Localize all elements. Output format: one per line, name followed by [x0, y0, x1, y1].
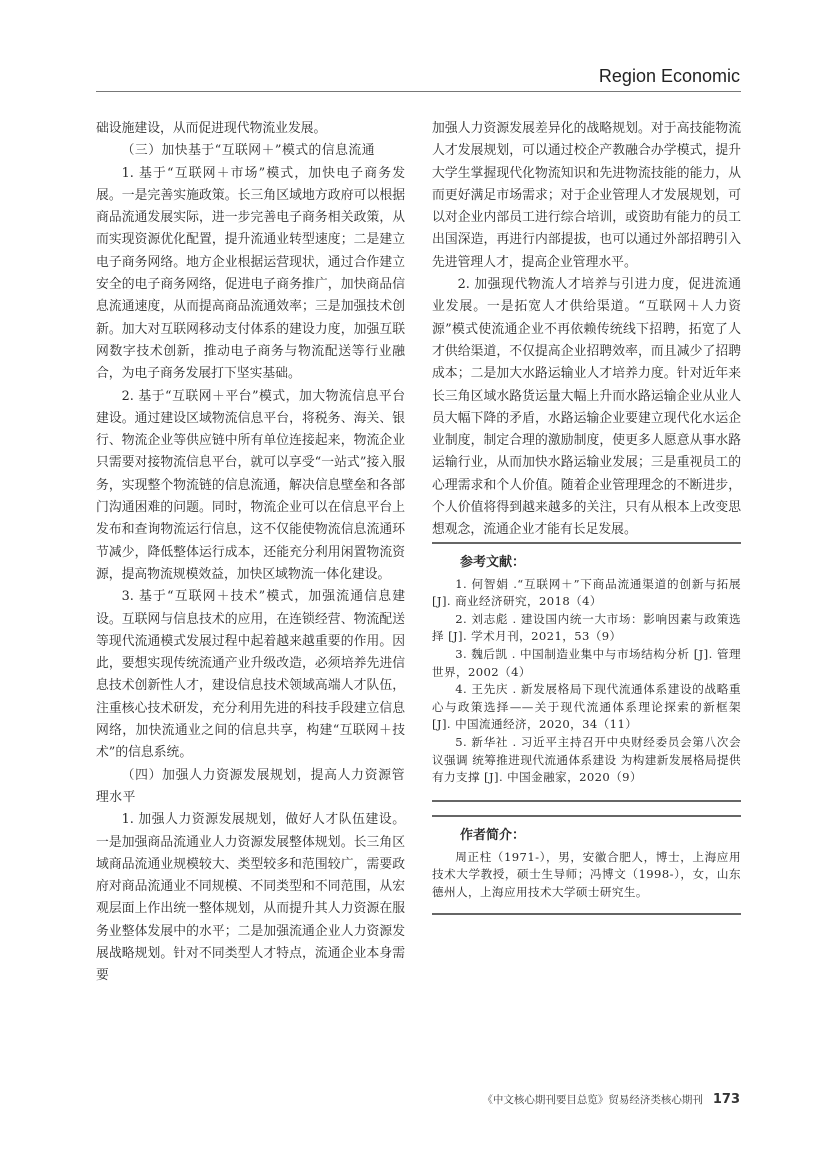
- paragraph: 2. 基于“互联网＋平台”模式，加大物流信息平台建设。通过建设区域物流信息平台，将税务、海关、银行、物流企业等供应链中所有单位连接起来，物流企业只需要对接物流信息平台，就可以享受“一站式”接入服务，实现整个物流链的信息流通，解决信息壁垒和各部门沟通困难的问题。同时，物流企业可以在信息平台上发布和查询物流运行信息，这不仅能使物流信息流通环节减少，降低整体运行成本，还能充分利用闲置物流资源，提高物流规模效益，加快区域物流一体化建设。: [96, 388, 405, 582]
- reference-item: 4. 王先庆 . 新发展格局下现代流通体系建设的战略重心与政策选择——关于现代流通体系理论探索的新框架 [J]. 中国流通经济，2020，34（11）: [432, 682, 741, 732]
- running-header: Region Economic: [598, 66, 740, 86]
- paragraph: 加强人力资源发展差异化的战略规划。对于高技能物流人才发展规划，可以通过校企产教融合办学模式，提升大学生掌握现代化物流知识和先进物流技能的能力，从而更好满足市场需求；对于企业管理人才发展规划，可以对企业内部员工进行综合培训，或资助有能力的员工出国深造，再进行内部提拔，也可以通过外部招聘引入先进管理人才，提高企业管理水平。: [432, 121, 741, 270]
- author-bio-heading: 作者简介：: [460, 828, 526, 843]
- right-column: [432, 118, 741, 542]
- paragraph: 2. 加强现代物流人才培养与引进力度，促进流通业发展。一是拓宽人才供给渠道。“互联网＋人力资源”模式使流通企业不再依赖传统线下招聘，拓宽了人才供给渠道，不仅提高企业招聘效率，而且减少了招聘成本；二是加大水路运输业人才培养力度。针对近年来长三角区域水路货运量大幅上升而水路运输企业从业人员大幅下降的矛盾，水路运输企业要建立现代化水运企业制度，制定合理的激励制度，使更多人愿意从事水路运输行业，从而加快水路运输业发展；三是重视员工的心理需求和个人价值。随着企业管理理念的不断进步，个人价值将得到越来越多的关注，只有从根本上改变思想观念，流通企业才能有长足发展。: [432, 277, 741, 538]
- reference-item: 1. 何智娟 .“互联网＋”下商品流通渠道的创新与拓展 [J]. 商业经济研究，2018（4）: [432, 576, 741, 609]
- paragraph: 1. 基于“互联网＋市场”模式，加快电子商务发展。一是完善实施政策。长三角区域地方政府可以根据商品流通发展实际，进一步完善电子商务相关政策，从而实现资源优化配置，提升流通业转型速度；二是建立电子商务网络。地方企业根据运营现状，通过合作建立安全的电子商务网络，促进电子商务推广，加快商品信息流通速度，从而提高商品流通效率；三是加强技术创新。加大对互联网移动支付体系的建设力度，加强互联网数字技术创新，推动电子商务与物流配送等行业融合，为电子商务发展打下坚实基础。: [96, 165, 405, 382]
- reference-item: 2. 刘志彪 . 建设国内统一大市场：影响因素与政策选择 [J]. 学术月刊，2021，53（9）: [432, 611, 741, 644]
- author-bio-box: [432, 815, 741, 915]
- references-heading: 参考文献：: [460, 555, 526, 570]
- references-box: [432, 542, 741, 802]
- paragraph: 础设施建设，从而促进现代物流业发展。: [96, 121, 327, 136]
- section-heading: （四）加强人力资源发展规划，提高人力资源管理水平: [96, 767, 405, 805]
- footer-journal: 《中文核心期刊要目总览》贸易经济类核心期刊: [482, 1094, 703, 1106]
- paragraph: 3. 基于“互联网＋技术”模式，加强流通信息建设。互联网与信息技术的应用，在连锁经营、物流配送等现代流通模式发展过程中起着越来越重要的作用。因此，要想实现传统流通产业升级改造，必须培养先进信息技术创新性人才，建设信息技术领域高端人才队伍，注重核心技术研发，充分利用先进的科技手段建立信息网络，加快流通业之间的信息共享，构建“互联网＋技术”的信息系统。: [96, 589, 405, 761]
- header-divider: [96, 91, 741, 92]
- reference-item: 3. 魏后凯 . 中国制造业集中与市场结构分析 [J]. 管理世界，2002（4）: [432, 646, 741, 679]
- author-bio-text: 周正柱（1971-），男，安徽合肥人，博士，上海应用技术大学教授，硕士生导师；冯博文（1998-），女，山东德州人，上海应用技术大学硕士研究生。: [432, 849, 741, 899]
- paragraph: 1. 加强人力资源发展规划，做好人才队伍建设。一是加强商品流通业人力资源发展整体规划。长三角区域商品流通业规模较大、类型较多和范围较广，需要政府对商品流通业不同规模、不同类型和不同范围，从宏观层面上作出统一整体规划，从而提升其人力资源在服务业整体发展中的水平；二是加强流通企业人力资源发展战略规划。针对不同类型人才特点，流通企业本身需要: [96, 812, 405, 984]
- left-column: [96, 118, 405, 988]
- page-footer: [482, 1092, 740, 1107]
- section-heading: （三）加快基于“互联网＋”模式的信息流通: [121, 143, 376, 159]
- reference-item: 5. 新华社 . 习近平主持召开中央财经委员会第八次会议强调 统筹推进现代流通体系建设 为构建新发展格局提供有力支撑 [J]. 中国金融家，2020（9）: [432, 734, 741, 785]
- page-number: 173: [712, 1092, 740, 1107]
